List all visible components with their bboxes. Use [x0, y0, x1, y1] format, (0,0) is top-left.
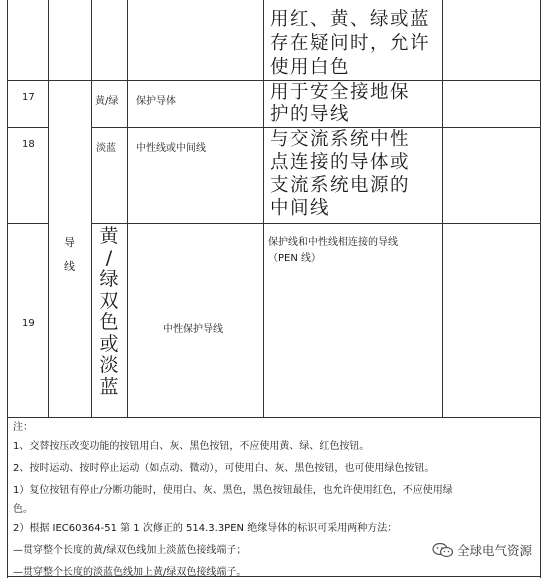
col-line-5 — [442, 0, 443, 417]
col-line-2 — [91, 0, 92, 417]
note-line: 2）根据 IEC60364-51 第 1 次修正的 514.3.3PEN 绝缘导体的标识可采用两种方法： — [13, 523, 398, 534]
row-18-description-4: 中间线 — [270, 198, 331, 219]
top-row-line-2: 存在疑问时，允许 — [270, 33, 431, 54]
row-18-description-3: 支流系统电源的 — [270, 175, 411, 196]
note-line: 1）复位按钮有停止/分断功能时，使用白、灰、黑色，黑色按钮最佳，也允许使用红色，不应使用绿 — [13, 485, 453, 496]
row-19-color-char: 或 — [99, 332, 119, 355]
row-line-18b — [91, 223, 540, 224]
row-line-18 — [7, 223, 48, 224]
row-line-17 — [7, 127, 48, 128]
table-border-left — [7, 0, 8, 578]
row-19-color-char: 淡 — [99, 354, 119, 376]
row-19-number: 19 — [22, 318, 35, 329]
col-line-3 — [127, 0, 128, 417]
row-19-color — [93, 226, 125, 398]
row-19-color-char: 色 — [99, 311, 119, 333]
watermark-text: 全球电气资源 — [457, 543, 533, 558]
col-line-1 — [48, 0, 49, 417]
notes-heading: 注： — [13, 422, 33, 433]
row-19-description-2: （PEN 线） — [268, 253, 322, 264]
note-line: —贯穿整个长度的黄/绿双色线加上淡蓝色接线端子； — [13, 545, 247, 556]
row-line-notes — [7, 417, 540, 418]
note-line: —贯穿整个长度的淡蓝色线加上黄/绿双色接线端子。 — [13, 567, 247, 578]
row-18-name: 中性线或中间线 — [136, 143, 206, 154]
row-17-number: 17 — [22, 92, 35, 103]
row-18-description-1: 与交流系统中性 — [270, 129, 411, 150]
row-line-17b — [91, 127, 540, 128]
note-line: 色。 — [13, 504, 33, 515]
category-label-1: 导 — [64, 236, 75, 249]
row-19-color-char: / — [105, 246, 113, 269]
row-18-description-2: 点连接的导体或 — [270, 152, 411, 173]
row-17-name: 保护导体 — [136, 96, 176, 107]
row-18-color: 淡蓝 — [96, 143, 116, 154]
table-border-right — [540, 0, 541, 578]
col-line-4 — [263, 0, 264, 417]
top-row-line-3: 使用白色 — [270, 57, 351, 78]
row-19-description-1: 保护线和中性线相连接的导线 — [268, 237, 398, 248]
row-19-name: 中性保护导线 — [163, 324, 223, 335]
row-17-color: 黄/绿 — [95, 96, 119, 107]
row-17-description-2: 护的导线 — [270, 104, 351, 125]
watermark — [432, 541, 532, 559]
row-17-description-1: 用于安全接地保 — [270, 82, 411, 103]
row-18-number: 18 — [22, 139, 35, 150]
row-19-color-char: 双 — [99, 289, 119, 312]
note-line: 1、交替按压改变功能的按钮用白、灰、黑色按钮，不应使用黄、绿、红色按钮。 — [13, 441, 370, 452]
row-19-color-char: 黄 — [99, 225, 119, 247]
wechat-icon — [432, 542, 454, 558]
row-19-color-char: 蓝 — [99, 375, 119, 398]
row-line-top — [7, 80, 540, 81]
category-label-2: 线 — [64, 260, 75, 273]
top-row-line-1: 用红、黄、绿或蓝 — [270, 9, 431, 30]
row-19-color-char: 绿 — [99, 268, 119, 290]
notes-section — [13, 419, 453, 584]
note-line: 2、按时运动、按时停止运动（如点动、微动），可使用白、灰、黑色按钮，也可使用绿色按钮。 — [13, 463, 435, 474]
